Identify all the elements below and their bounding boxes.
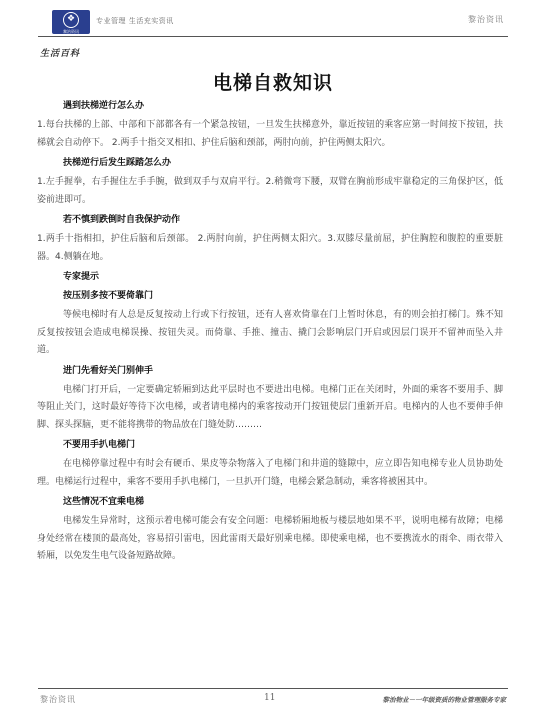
logo-emblem-icon: ❖ [63, 12, 79, 28]
article-section [37, 495, 503, 566]
section-text: 电梯门打开后，一定要确定轿厢到达此平层时也不要进出电梯。电梯门正在关闭时，外面的乘客不要用手、脚等阻止关门，这时最好等待下次电梯，或者请电梯内的乘客按动开门按钮使层门重新开启。电梯内的人也不要伸手伸脚、探头探脑，更不能将携带的物品放在门缝处防……… [37, 384, 503, 430]
logo-text: 黎治资讯 [63, 29, 79, 34]
section-text: 在电梯停靠过程中有时会有硬币、果皮等杂物落入了电梯门和井道的缝隙中，应立即告知电梯专业人员协助处理。电梯运行过程中，乘客不要用手扒电梯门，一旦扒开门缝，电梯会紧急制动，乘客将被困其中。 [37, 459, 503, 487]
section-heading: 按压别多按不要倚靠门 [63, 291, 154, 301]
page-header [38, 8, 508, 36]
page-title: 电梯自救知识 [212, 72, 333, 94]
header-divider [38, 36, 508, 37]
section-heading: 进门先看好关门别伸手 [63, 365, 154, 376]
header-slogan: 专业管理 生活充实资讯 [96, 17, 174, 25]
section-text: 电梯发生异常时，这预示着电梯可能会有安全问题：电梯轿厢地板与楼层地如果不平，说明电梯有故障；电梯身处经常在楼顶的最高处，容易招引雷电，因此雷雨天最好别乘电梯。即使乘电梯，也不要携流水的雨伞、雨衣带入轿厢，以免发生电气设备短路故障。 [37, 516, 503, 561]
article-section [37, 289, 503, 360]
footer-brand: 黎治资讯 [40, 695, 76, 704]
header-brand: 黎治资讯 [468, 15, 504, 24]
company-logo [52, 10, 90, 34]
article-section [37, 156, 503, 209]
section-text: 1.左手握拳，右手握住左手手腕，做到双手与双肩平行。2.稍微弯下腰，双臂在胸前形成牢靠稳定的三角保护区，低姿前进即可。 [37, 177, 503, 205]
article-section [37, 99, 503, 152]
section-text: 1.每台扶梯的上部、中部和下部都各有一个紧急按钮，一旦发生扶梯意外，靠近按钮的乘客应第一时间按下按钮，扶梯就会自动停下。 2.两手十指交叉相扣、护住后脑和颈部，两肘向前，护住两侧太阳穴。 [37, 120, 503, 148]
footer-divider [38, 688, 508, 689]
article-section [37, 438, 503, 491]
section-label: 生活百科 [40, 49, 81, 59]
article-body [37, 99, 503, 566]
page-number: 11 [264, 693, 276, 703]
section-heading: 扶梯逆行后发生踩踏怎么办 [63, 158, 172, 168]
section-heading: 不要用手扒电梯门 [63, 440, 136, 450]
footer-tagline: 黎治物业－一年级资质的物业管理服务专家 [382, 696, 506, 704]
section-heading: 专家提示 [63, 272, 100, 282]
section-heading: 这些情况不宜乘电梯 [63, 497, 145, 507]
article-section [37, 213, 503, 266]
section-heading: 遇到扶梯逆行怎么办 [63, 101, 145, 111]
article-section [37, 364, 503, 435]
article-section [63, 270, 503, 284]
section-text: 等候电梯时有人总是反复按动上行或下行按钮，还有人喜欢倚靠在门上暂时休息，有的则会拍打梯门。殊不知反复按按钮会造成电梯误操、按钮失灵。而倚靠、手推、撞击、撬门会影响层门开启或因层门误开不留神而坠入井道。 [37, 310, 503, 355]
section-heading: 若不慎到跌倒时自我保护动作 [63, 215, 181, 225]
section-text: 1.两手十指相扣，护住后脑和后颈部。 2.两肘向前，护住两侧太阳穴。3.双膝尽量前屈，护住胸腔和腹腔的重要脏器。4.侧躺在地。 [37, 234, 503, 262]
